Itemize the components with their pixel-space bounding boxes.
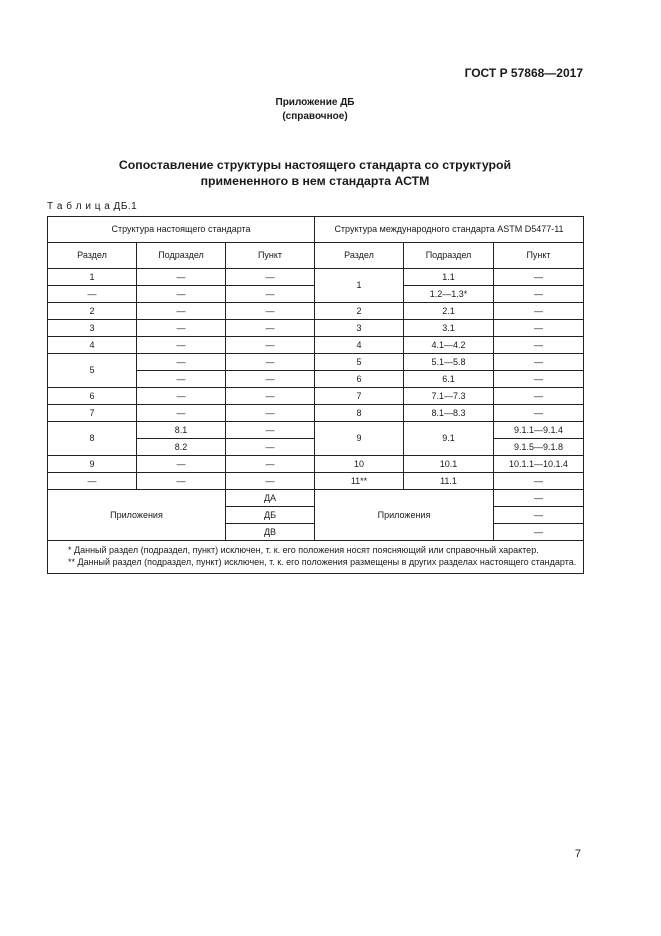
table-cell: 1.1 (404, 269, 494, 286)
table-cell: 3 (48, 320, 137, 337)
table-row (48, 405, 584, 422)
table-row (48, 490, 584, 507)
table-cell: ДА (226, 490, 315, 507)
table-cell: — (137, 354, 226, 371)
table-cell: 1.2—1.3* (404, 286, 494, 303)
table-cell: — (137, 337, 226, 354)
table-row (48, 303, 584, 320)
table-cell: — (226, 354, 315, 371)
table-cell: — (48, 286, 137, 303)
table-row (48, 456, 584, 473)
table-cell: 2 (315, 303, 404, 320)
table-cell: — (226, 269, 315, 286)
table-cell: 1 (48, 269, 137, 286)
table-cell: 6 (48, 388, 137, 405)
table-cell: — (226, 473, 315, 490)
table-cell: 4 (315, 337, 404, 354)
table-cell: 5 (48, 354, 137, 388)
table-cell: 8.2 (137, 439, 226, 456)
table-cell: 6.1 (404, 371, 494, 388)
table-cell: — (494, 524, 584, 541)
col-header-punkt-astm: Пункт (494, 243, 584, 269)
appendices-cell: Приложения (48, 490, 226, 541)
table-cell: — (494, 337, 584, 354)
table-cell: 5 (315, 354, 404, 371)
table-notes (48, 541, 584, 574)
table-cell: — (494, 320, 584, 337)
table-row (48, 269, 584, 286)
table-cell: — (137, 320, 226, 337)
section-title (0, 157, 630, 189)
table-cell: — (48, 473, 137, 490)
table-cell: — (137, 269, 226, 286)
page-number: 7 (574, 848, 581, 860)
table-column-header-row (48, 243, 584, 269)
table-cell: — (494, 354, 584, 371)
section-title-line-2: примененного в нем стандарта АСТМ (200, 174, 430, 188)
col-header-podrazdel-astm: Подраздел (404, 243, 494, 269)
table-cell: 7 (315, 388, 404, 405)
table-cell: 2 (48, 303, 137, 320)
footnote-2: ** Данный раздел (подраздел, пункт) исключен, т. к. его положения размещены в других разделах настоящего стандарта. (68, 557, 577, 567)
footnote-1: * Данный раздел (подраздел, пункт) исключен, т. к. его положения носят поясняющий или справочный характер. (68, 545, 539, 555)
table-cell: 9 (315, 422, 404, 456)
table-notes-row (48, 541, 584, 574)
table-cell: 8.1—8.3 (404, 405, 494, 422)
table-cell: — (137, 405, 226, 422)
table-cell: — (137, 371, 226, 388)
table-cell: 6 (315, 371, 404, 388)
table-cell: — (226, 439, 315, 456)
group-header-national: Структура настоящего стандарта (48, 217, 315, 243)
table-cell: 10.1 (404, 456, 494, 473)
table-cell: — (494, 286, 584, 303)
table-cell: — (226, 286, 315, 303)
table-cell: — (494, 490, 584, 507)
annex-title: Приложение ДБ (275, 97, 355, 108)
table-cell: — (226, 303, 315, 320)
document-code: ГОСТ Р 57868—2017 (464, 66, 583, 80)
appendices-cell-astm: Приложения (315, 490, 494, 541)
group-header-astm: Структура международного стандарта ASTM D5477-11 (315, 217, 584, 243)
table-cell: 5.1—5.8 (404, 354, 494, 371)
table-cell: — (226, 456, 315, 473)
table-cell: 9.1.1—9.1.4 (494, 422, 584, 439)
table-cell: 2.1 (404, 303, 494, 320)
table-cell: — (226, 422, 315, 439)
table-cell: — (226, 405, 315, 422)
table-row (48, 388, 584, 405)
table-row (48, 473, 584, 490)
table-row (48, 320, 584, 337)
table-cell: — (226, 371, 315, 388)
table-cell: — (226, 388, 315, 405)
table-cell: — (494, 388, 584, 405)
annex-subtitle: (справочное) (282, 111, 348, 122)
table-cell: 1 (315, 269, 404, 303)
table-cell: ДБ (226, 507, 315, 524)
col-header-razdel-astm: Раздел (315, 243, 404, 269)
table-row (48, 354, 584, 371)
table-cell: 9.1.5—9.1.8 (494, 439, 584, 456)
table-cell: — (494, 507, 584, 524)
table-cell: — (494, 371, 584, 388)
table-label: Т а б л и ц а ДБ.1 (47, 201, 138, 212)
table-cell: 9 (48, 456, 137, 473)
table-row (48, 337, 584, 354)
table-cell: 3.1 (404, 320, 494, 337)
table-cell: — (137, 473, 226, 490)
table-cell: 10 (315, 456, 404, 473)
table-cell: 9.1 (404, 422, 494, 456)
table-cell: — (494, 473, 584, 490)
table-cell: — (226, 337, 315, 354)
table-cell: — (494, 405, 584, 422)
comparison-table (47, 216, 584, 574)
col-header-podrazdel: Подраздел (137, 243, 226, 269)
col-header-punkt: Пункт (226, 243, 315, 269)
table-cell: 10.1.1—10.1.4 (494, 456, 584, 473)
section-title-line-1: Сопоставление структуры настоящего стандарта со структурой (118, 158, 512, 172)
table-cell: 3 (315, 320, 404, 337)
table-cell: — (226, 320, 315, 337)
table-cell: 8 (315, 405, 404, 422)
col-header-razdel: Раздел (48, 243, 137, 269)
table-cell: — (137, 286, 226, 303)
table-cell: 7 (48, 405, 137, 422)
table-cell: 7.1—7.3 (404, 388, 494, 405)
table-row (48, 422, 584, 439)
table-cell: — (137, 456, 226, 473)
table-cell: 11.1 (404, 473, 494, 490)
table-cell: 4 (48, 337, 137, 354)
table-cell: 8.1 (137, 422, 226, 439)
annex-heading (0, 96, 630, 124)
table-cell: — (494, 269, 584, 286)
table-cell: 11** (315, 473, 404, 490)
table-cell: ДВ (226, 524, 315, 541)
table-cell: 8 (48, 422, 137, 456)
table-cell: — (137, 388, 226, 405)
table-cell: — (494, 303, 584, 320)
table-cell: 4.1—4.2 (404, 337, 494, 354)
table-cell: — (137, 303, 226, 320)
table-group-header-row (48, 217, 584, 243)
